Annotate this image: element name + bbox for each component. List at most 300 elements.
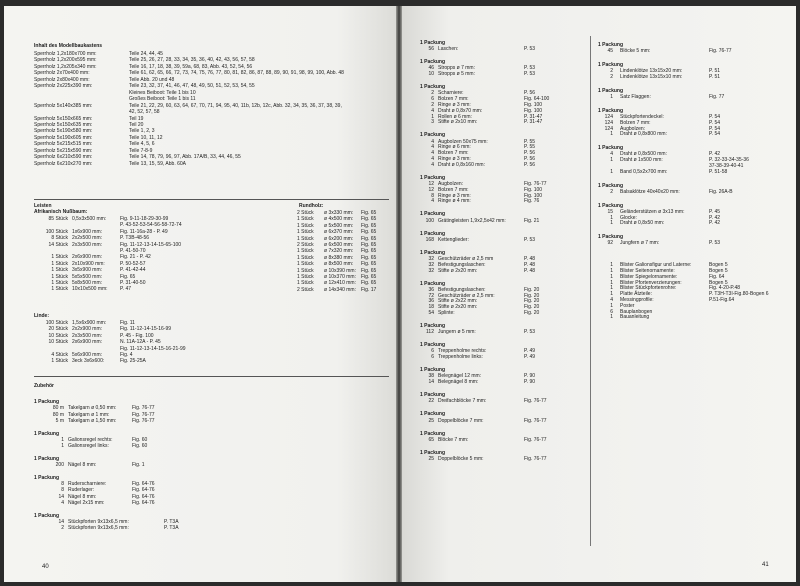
- strip-ref: P. 47: [120, 286, 132, 293]
- dowel-ref: Fig. 65: [361, 229, 377, 236]
- pack-item: Belegnägel 8 mm:: [438, 379, 479, 386]
- dowel-ref: Fig. 65: [361, 216, 377, 223]
- plywood-parts: Teil 20: [129, 121, 144, 128]
- pack-item: Draht ø 0,8x50 mm:: [620, 220, 665, 227]
- plywood-parts: Teile 7-8-9: [129, 147, 153, 154]
- pack-ref: P. 56: [524, 150, 536, 157]
- pack-item: Bolzen 7 mm:: [438, 96, 469, 103]
- plywood-spec: Sperrholz 1,2x180x700 mm:: [34, 51, 97, 57]
- pack-qty: 32: [428, 261, 434, 268]
- pack-ref: Fig. 76-77: [132, 418, 155, 425]
- pack-ref: P. 48: [524, 267, 536, 274]
- pack-item: Stückpforten 9x13x6,5 mm:: [68, 519, 129, 525]
- pack-ref: P. 90: [524, 379, 536, 386]
- strip-count: 1 Stück: [51, 254, 68, 261]
- pack-qty: 124: [604, 114, 613, 120]
- plywood-parts: Teile 1, 2, 3: [129, 128, 155, 135]
- pack-item: Geländerstützen ø 3x13 mm:: [620, 208, 685, 215]
- pack-qty: 4: [431, 198, 434, 205]
- pack-item: Ringe ø 4 mm:: [438, 198, 471, 205]
- pack-ref: Fig. 20: [524, 292, 540, 299]
- strip-ref: Fig. 21 - P. 42: [120, 254, 151, 261]
- strip-count: 1 Stück: [51, 286, 68, 293]
- plywood-spec: Sperrholz 6x210x590 mm:: [34, 154, 93, 161]
- dowel-count: 1 Stück: [297, 216, 314, 223]
- pack-item: Ringe ø 3 mm:: [438, 192, 471, 199]
- pack-title: 1 Packung: [420, 40, 446, 46]
- pack-title: 1 Packung: [420, 323, 446, 329]
- strip-ref: P. 45 - Fig. 100: [120, 332, 154, 339]
- strip-size: 1x6x900 mm:: [72, 228, 103, 235]
- pack-item: Takelgarn ø 0,50 mm:: [68, 405, 117, 412]
- pack-qty: 1: [610, 220, 613, 227]
- pack-item: Lindenklötze 13x15x10 mm:: [620, 74, 683, 80]
- plywood-parts: Teile Abb. 20 und 48: [129, 76, 175, 83]
- pack-item: Galionsregel rechts:: [68, 437, 113, 443]
- pack-qty: 54: [428, 310, 434, 316]
- pack-ref: Bogen 5: [709, 268, 728, 274]
- strip-size: 2x6x900 mm:: [72, 254, 103, 261]
- pack-qty: 8: [61, 481, 64, 487]
- pack-qty: 4: [431, 161, 434, 168]
- strip-ref: Fig. 65: [120, 273, 136, 280]
- pack-item: Treppenholme links:: [438, 354, 483, 361]
- pack-ref: Fig. 20: [524, 286, 540, 293]
- pack-item: Band 0,5x2x700 mm:: [620, 168, 668, 175]
- pack-item: Augbolzen:: [620, 125, 646, 132]
- strip-ref: P. 31-40-50: [120, 280, 146, 286]
- dowel-size: ø 10x390 mm:: [324, 267, 356, 274]
- pack-qty: 1: [610, 302, 613, 309]
- pack-qty: 4: [431, 107, 434, 114]
- pack-qty: 56: [428, 46, 434, 53]
- pack-ref: P. 31-47: [524, 119, 543, 126]
- pack-ref: P. 51: [709, 74, 721, 80]
- pack-item: Blister Spiegelornamente:: [620, 273, 678, 280]
- pack-ref: Bogen 5: [709, 279, 728, 286]
- pack-qty: 124: [604, 125, 613, 132]
- pack-title: 1 Packung: [420, 174, 446, 181]
- pack-ref: P. 53: [524, 46, 536, 53]
- pack-item: Bolzen 7 mm:: [620, 119, 651, 126]
- section-divider: [34, 376, 389, 377]
- plywood-spec: Sperrholz 1,2x205x340 mm:: [34, 63, 97, 70]
- strip-count: 10 Stück: [48, 332, 68, 339]
- pack-ref: Fig. 76-77: [132, 405, 155, 412]
- pack-item: Draht ø 0,8x500 mm:: [620, 151, 667, 158]
- pack-title: 1 Packung: [420, 411, 446, 418]
- strip-count: 85 Stück: [48, 216, 68, 222]
- dowel-ref: Fig. 65: [361, 261, 377, 268]
- plywood-parts: Kleines Beiboot: Teile 1 bis 10: [129, 89, 196, 96]
- pack-title: 1 Packung: [420, 84, 446, 91]
- plywood-parts: Teile 23, 32, 37, 41, 46, 47, 48, 49, 50, 51, 52, 53, 54, 55: [129, 83, 255, 90]
- pack-item: Blister Stückpfortenrohre:: [620, 285, 677, 292]
- contents-heading: Inhalt des Modellbaukastens: [34, 43, 103, 49]
- strip-ref: Fig. 11-12-14-15-16-99: [120, 326, 172, 333]
- pack-item: Rollen ø 6 mm:: [438, 113, 472, 120]
- strip-size: 2x3x500 mm:: [72, 241, 103, 248]
- pack-item: Blister Pfortenverzierungen:: [620, 279, 682, 286]
- strip-ref: P. 43-52-53-54-56-58-72-74: [120, 222, 182, 229]
- pack-ref: Fig. 100: [524, 192, 543, 199]
- strip-ref: Fig. 11-16a-28 - P. 49: [120, 228, 168, 235]
- strip-count: 20 Stück: [48, 326, 68, 333]
- pack-title: 1 Packung: [420, 249, 446, 256]
- pack-ref: P. 42: [709, 214, 721, 221]
- plywood-parts: Teile 25, 26, 27, 28, 33, 34, 35, 36, 40, 42, 43, 56, 57, 58: [129, 57, 255, 64]
- pack-title: 1 Packung: [420, 59, 446, 66]
- pack-ref: Fig. 20: [524, 310, 540, 316]
- pack-item: Balsaklötze 40x40x20 mm:: [620, 188, 680, 195]
- pack-qty: 6: [431, 96, 434, 103]
- pack-item: Jungfern ø 7 mm:: [620, 240, 660, 247]
- pack-qty: 8: [431, 192, 434, 199]
- zubehoer-heading: Zubehör: [34, 383, 54, 389]
- pack-ref: Bogen 5: [709, 262, 728, 269]
- pack-item: Befestigungslaschen:: [438, 261, 486, 268]
- strip-size: 3x5x900 mm:: [72, 267, 103, 274]
- dowel-size: ø 8x380 mm:: [324, 254, 354, 261]
- plywood-spec: Sperrholz 5x215x590 mm:: [34, 147, 93, 154]
- rundholz-heading: Rundholz:: [299, 203, 324, 209]
- pack-item: Augbolzen:: [438, 181, 464, 187]
- plywood-spec: Sperrholz 5x190x605 mm:: [34, 134, 93, 141]
- strip-size: 3eck 3x6x600:: [72, 358, 105, 365]
- dowel-size: ø 14x340 mm:: [324, 286, 356, 293]
- pack-title: 1 Packung: [420, 449, 446, 456]
- pack-qty: 2: [610, 68, 613, 75]
- pack-item: Bolzen 7 mm:: [438, 186, 469, 193]
- pack-qty: 38: [428, 373, 434, 380]
- pack-qty: 15: [607, 208, 613, 215]
- pack-qty: 1: [610, 157, 613, 164]
- pack-item: Augbolzen 50x75 mm:: [438, 138, 488, 145]
- pack-qty: 5 m: [55, 418, 64, 425]
- pack-ref: Fig. 26A-B: [709, 188, 733, 195]
- plywood-parts: Teile 61, 62, 65, 66, 72, 73, 74, 75, 76, 77, 80, 81, 82, 86, 87, 88, 89, 90, 91, 98, 99, 100, Abb. 48: [129, 70, 344, 77]
- pack-title: 1 Packung: [420, 367, 446, 374]
- pack-qty: 4: [610, 297, 613, 303]
- pack-ref: Fig. 100: [524, 186, 543, 193]
- pack-ref: P. 32-33-34-35-36: [709, 157, 749, 164]
- pack-ref: Fig. 1: [132, 462, 145, 469]
- pack-title: 1 Packung: [598, 145, 624, 152]
- pack-item: Ringe ø 3 mm:: [438, 102, 471, 108]
- strip-size: 5x6x900 mm:: [72, 352, 103, 358]
- pack-item: Treppenholme rechts:: [438, 348, 487, 355]
- strip-ref: N. 11A-12A - P. 45: [120, 339, 161, 346]
- pack-item: Blöcke 5 mm:: [620, 48, 651, 55]
- pack-item: Stückpfortendeckel:: [620, 114, 664, 120]
- pack-ref: Fig. 64-76: [132, 500, 155, 507]
- plywood-spec: Sperrholz 5x150x635 mm:: [34, 121, 93, 128]
- pack-item: Takelgarn ø 1 mm:: [68, 411, 110, 418]
- page-number: 41: [762, 562, 769, 568]
- pack-item: Lindenklötze 13x15x20 mm:: [620, 68, 683, 75]
- pack-ref: Fig. 20: [524, 298, 540, 305]
- pack-ref: P. 53: [524, 71, 536, 78]
- pack-item: Scharniere:: [438, 90, 464, 97]
- pack-ref: P. 56: [524, 90, 536, 97]
- dowel-ref: Fig. 65: [361, 242, 377, 248]
- pack-ref: P. 45: [709, 208, 721, 215]
- pack-qty: 168: [425, 236, 434, 243]
- dowel-size: ø 6x200 mm:: [324, 235, 354, 242]
- plywood-spec: Sperrholz 2x80x400 mm:: [34, 76, 90, 83]
- pack-qty: 6: [610, 308, 613, 315]
- dowel-count: 1 Stück: [297, 261, 314, 268]
- pack-ref: P. T3H-T3I-Fig.80-Bogen 6: [709, 291, 769, 298]
- pack-qty: 124: [604, 119, 613, 126]
- pack-item: Splinte:: [438, 310, 455, 316]
- pack-item: Laschen:: [438, 46, 459, 53]
- pack-title: 1 Packung: [420, 392, 446, 399]
- pack-qty: 112: [426, 329, 434, 336]
- plywood-spec: Sperrholz 1,2x200x595 mm:: [34, 57, 97, 64]
- page-number: 40: [42, 564, 49, 570]
- pack-title: 1 Packung: [420, 342, 446, 349]
- pack-ref: P. 51-58: [709, 168, 728, 175]
- strip-ref: Fig. 9-11-18-29-30-99: [120, 216, 169, 222]
- pack-item: Bauplanbogen: [620, 308, 653, 315]
- dowel-ref: Fig. 65: [361, 248, 377, 255]
- pack-qty: 10: [428, 71, 434, 78]
- pack-title: 1 Packung: [420, 430, 446, 437]
- dowel-size: ø 6x370 mm:: [324, 229, 354, 236]
- pack-qty: 1: [610, 285, 613, 292]
- pack-ref: P.51-Fig.64: [709, 297, 735, 303]
- pack-item: Blister Seitenornamente:: [620, 268, 675, 274]
- pack-item: Poster: [620, 302, 635, 309]
- pack-item: Stückpforten 9x13x6,5 mm:: [68, 525, 129, 532]
- pack-item: Blöcke 7 mm:: [438, 436, 469, 443]
- pack-qty: 6: [431, 348, 434, 355]
- strip-size: 1,5x6x900 mm:: [72, 320, 107, 326]
- pack-qty: 1: [610, 291, 613, 298]
- pack-qty: 100: [425, 217, 434, 224]
- plywood-parts: Teile 16, 17, 18, 38, 39, 59a, 68, 83, Abb. 43, 52, 54, 56: [129, 63, 253, 70]
- pack-item: Stropps ø 7 mm:: [438, 65, 475, 72]
- pack-qty: 6: [431, 354, 434, 361]
- pack-qty: 2: [431, 90, 434, 97]
- strip-count: 1 Stück: [51, 280, 68, 286]
- pack-ref: P. 53: [524, 236, 536, 243]
- pack-ref: Fig. 76-77: [132, 411, 155, 418]
- dowel-count: 2 Stück: [297, 242, 314, 248]
- pack-title: 1 Packung: [598, 182, 624, 189]
- pack-title: 1 Packung: [420, 211, 446, 218]
- pack-ref: P. 42: [709, 220, 721, 227]
- section-divider: [34, 199, 389, 200]
- plywood-spec: Sperrholz 5x140x385 mm:: [34, 102, 93, 109]
- plywood-spec: Sperrholz 6x210x270 mm:: [34, 160, 93, 167]
- pack-ref: P. T3A: [164, 519, 179, 525]
- pack-item: Satz Flaggen:: [620, 94, 651, 100]
- dowel-ref: Fig. 65: [361, 235, 377, 242]
- strip-size: 10x10x500 mm:: [72, 286, 108, 293]
- pack-ref: P. 53: [524, 329, 536, 336]
- pack-item: Stifte ø 2x10 mm:: [438, 119, 478, 126]
- strip-size: 0,5x3x500 mm:: [72, 216, 107, 222]
- pack-qty: 80 m: [52, 405, 64, 412]
- pack-item: Nägel 2x15 mm:: [68, 500, 105, 507]
- pack-title: 1 Packung: [420, 280, 446, 287]
- plywood-parts: Teile 24, 44, 45: [129, 51, 163, 57]
- pack-qty: 32: [428, 256, 434, 262]
- pack-ref: P. 55: [524, 144, 536, 151]
- strip-size: 2x2x500 mm:: [72, 235, 103, 242]
- strip-ref: Fig. 4: [120, 352, 133, 358]
- pack-qty: 92: [607, 240, 613, 247]
- pack-qty: 1: [610, 268, 613, 274]
- pack-qty: 18: [428, 304, 434, 311]
- pack-title: 1 Packung: [598, 234, 624, 241]
- pack-item: Bauanleitung: [620, 314, 650, 321]
- strip-size: 5x8x500 mm:: [72, 280, 103, 286]
- plywood-parts: Teile 4, 5, 6: [129, 141, 155, 148]
- pack-ref: Fig. 4-20-P.48: [709, 285, 741, 292]
- pack-ref: 37-38-39-40-41: [709, 163, 744, 169]
- pack-ref: Fig. 100: [524, 107, 543, 114]
- pack-item: Messingprofile:: [620, 297, 654, 303]
- pack-title: 1 Packung: [598, 107, 624, 114]
- pack-qty: 12: [428, 186, 434, 193]
- pack-item: Ruderlager:: [68, 487, 95, 494]
- pack-qty: 25: [428, 417, 434, 424]
- pack-ref: P. 49: [524, 348, 536, 355]
- dowel-count: 1 Stück: [297, 280, 314, 287]
- plywood-spec: Sperrholz 5x215x515 mm:: [34, 141, 93, 148]
- pack-qty: 1: [61, 443, 64, 450]
- pack-qty: 1: [610, 262, 613, 269]
- pack-item: Galionsregel links:: [68, 443, 109, 450]
- dowel-size: ø 4x500 mm:: [324, 216, 354, 223]
- dowel-count: 1 Stück: [297, 254, 314, 261]
- plywood-parts: Teile 10, 11, 12: [129, 134, 163, 141]
- pack-ref: Fig. 76-77: [524, 417, 547, 424]
- pack-qty: 14: [58, 493, 64, 500]
- strip-size: 2x10x900 mm:: [72, 260, 105, 267]
- pack-ref: Fig. 76-77: [524, 456, 547, 462]
- pack-item: Nägel 8 mm:: [68, 462, 97, 469]
- pack-item: Stifte ø 2x22 mm:: [438, 298, 478, 305]
- pack-item: Blister Galionsfigur und Laterne:: [620, 262, 692, 269]
- pack-item: Ringe ø 3 mm:: [438, 156, 471, 162]
- pack-qty: 1: [431, 113, 434, 120]
- pack-ref: Fig. 76-77: [524, 398, 547, 405]
- strip-count: 1 Stück: [51, 260, 68, 267]
- pack-qty: 72: [428, 292, 434, 299]
- pack-item: Takelgarn ø 1,50 mm:: [68, 418, 117, 425]
- pack-item: Belegnägel 12 mm:: [438, 373, 482, 380]
- dowel-count: 1 Stück: [297, 222, 314, 229]
- strip-ref: Fig. 11-12-13-14-15-16-21-99: [120, 345, 186, 352]
- strip-ref: P. 41-42-44: [120, 267, 146, 274]
- pack-qty: 80 m: [52, 411, 64, 418]
- pack-item: Draht ø 0,8x160 mm:: [438, 161, 485, 168]
- pack-qty: 65: [428, 436, 434, 443]
- strip-ref: Fig. 11: [120, 320, 135, 326]
- pack-ref: P. 49: [524, 354, 536, 361]
- pack-ref: Fig. 77: [709, 94, 725, 100]
- pack-ref: P. 48: [524, 261, 536, 268]
- pack-item: Grätingleisten 1,9x2,5x42 mm:: [438, 217, 506, 224]
- pack-item: Dreifachblöcke 7 mm:: [438, 398, 487, 405]
- pack-title: 1 Packung: [34, 455, 60, 462]
- pack-qty: 32: [428, 267, 434, 274]
- pack-item: Geschützräder ø 2,5 mm: [438, 256, 494, 262]
- pack-qty: 45: [607, 48, 613, 55]
- strip-size: 2x3x500 mm:: [72, 332, 103, 339]
- pack-ref: P. 54: [709, 114, 721, 120]
- pack-ref: Fig. 60: [132, 443, 148, 450]
- pack-qty: 36: [428, 286, 434, 293]
- pack-ref: P. 51: [709, 68, 721, 75]
- pack-ref: Fig. 76-77: [709, 48, 732, 55]
- right-page: [402, 6, 796, 582]
- pack-qty: 1: [61, 437, 64, 443]
- dowel-count: 1 Stück: [297, 267, 314, 274]
- pack-ref: P. 56: [524, 156, 536, 162]
- dowel-ref: Fig. 65: [361, 222, 377, 229]
- pack-item: Platte Ätzteile:: [620, 291, 652, 298]
- plywood-spec: Sperrholz 5x190x580 mm:: [34, 128, 93, 135]
- pack-title: 1 Packung: [34, 399, 60, 405]
- strip-ref: P. 50-52-57: [120, 260, 146, 267]
- leisten-heading: Leisten: [34, 203, 52, 209]
- pack-qty: 8: [61, 487, 64, 494]
- dowel-size: ø 10x370 mm:: [324, 274, 356, 280]
- dowel-count: 2 Stück: [297, 286, 314, 293]
- pack-qty: 2: [610, 188, 613, 195]
- pack-qty: 1: [610, 168, 613, 175]
- plywood-parts: Teile 21, 22, 29, 60, 63, 64, 67, 70, 71, 94, 95, 40, 11b, 12b, 12c, Abb. 32, 34, 35, 36, 37, 38, 39,: [129, 102, 342, 109]
- pack-qty: 3: [431, 119, 434, 126]
- plywood-parts: Großes Beiboot: Teile 1 bis 11: [129, 96, 196, 103]
- pack-item: Glocke:: [620, 214, 637, 221]
- pack-item: Geschützräder ø 2,5 mm:: [438, 292, 495, 299]
- pack-qty: 1: [610, 279, 613, 286]
- pack-ref: Fig. 64-100: [524, 96, 550, 103]
- dowel-ref: Fig. 17: [361, 286, 377, 293]
- pack-ref: Fig. 64-76: [132, 493, 155, 500]
- pack-ref: Fig. 76-77: [524, 181, 547, 187]
- left-page: [4, 6, 396, 582]
- dowel-ref: Fig. 65: [361, 274, 377, 280]
- strip-ref: Fig. 11-12-13-14-15-65-100: [120, 241, 182, 248]
- pack-item: Draht ø 0,8x70 mm:: [438, 107, 483, 114]
- dowel-size: ø 7x320 mm:: [324, 248, 354, 255]
- pack-qty: 12: [428, 181, 434, 187]
- pack-ref: P. 56: [524, 161, 536, 168]
- plywood-spec: Sperrholz 5x150x665 mm:: [34, 115, 93, 122]
- pack-item: Befestigungslaschen:: [438, 286, 486, 293]
- pack-ref: P. 48: [524, 256, 536, 262]
- pack-ref: P. 31-47: [524, 113, 543, 120]
- dowel-count: 1 Stück: [297, 248, 314, 255]
- strip-count: 1 Stück: [51, 267, 68, 274]
- strip-count: 8 Stück: [51, 235, 68, 242]
- pack-item: Doppelblöcke 7 mm:: [438, 417, 484, 424]
- pack-ref: Fig. 21: [524, 217, 540, 224]
- pack-item: Bolzen 7 mm:: [438, 150, 469, 157]
- pack-ref: P. 42: [709, 151, 721, 158]
- pack-title: 1 Packung: [598, 87, 624, 94]
- pack-item: Ruderscharniere:: [68, 481, 107, 487]
- pack-qty: 2: [431, 102, 434, 108]
- pack-item: Kettenglieder:: [438, 236, 469, 243]
